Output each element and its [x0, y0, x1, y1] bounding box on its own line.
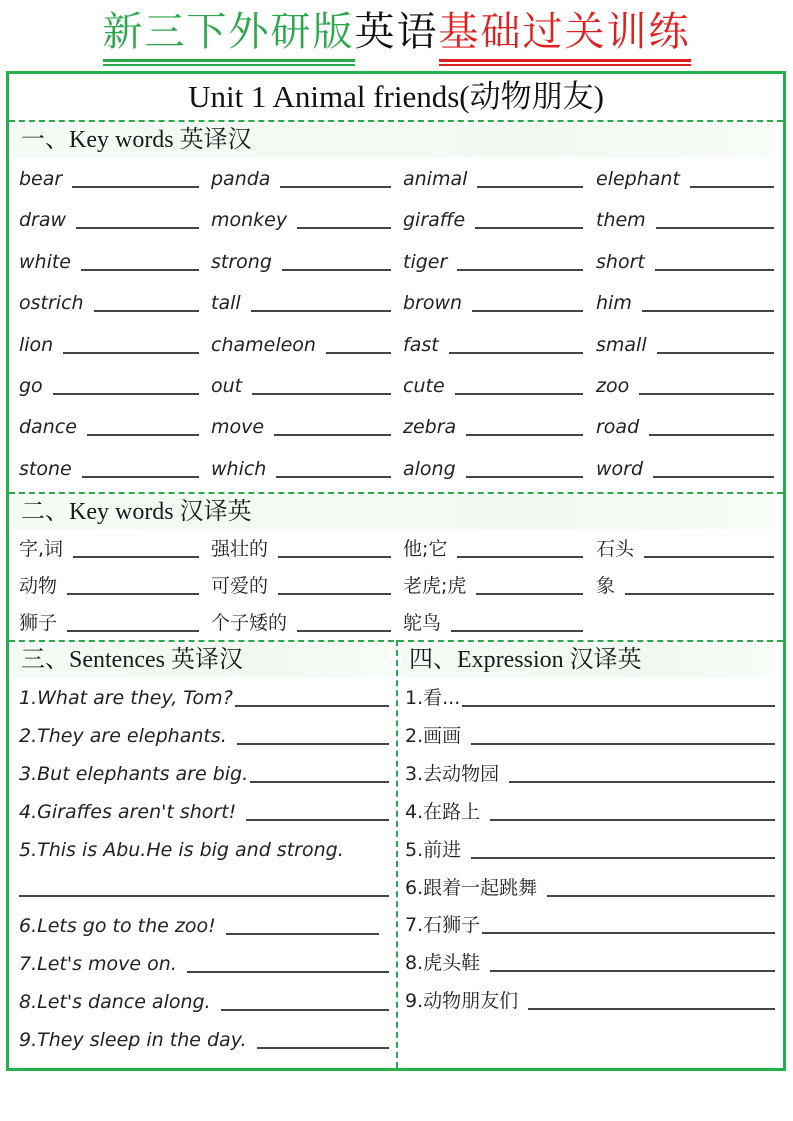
vocab-item — [403, 286, 583, 316]
answer-blank[interactable] — [53, 393, 199, 395]
answer-blank[interactable] — [276, 476, 391, 478]
vocab-item — [403, 369, 583, 399]
vocab-word: 动物 — [19, 575, 58, 597]
answer-blank[interactable] — [76, 227, 199, 229]
answer-blank[interactable] — [274, 434, 391, 436]
answer-blank[interactable] — [657, 352, 774, 354]
sentence-item — [19, 909, 379, 939]
sentence-item — [19, 719, 389, 749]
expression-item — [405, 757, 775, 787]
section-4-heading: 四、Expression 汉译英 — [401, 643, 775, 677]
answer-blank[interactable] — [455, 393, 583, 395]
section-1-heading: 一、Key words 英译汉 — [13, 123, 775, 157]
answer-blank[interactable] — [457, 269, 583, 271]
answer-blank[interactable] — [482, 932, 775, 934]
answer-blank[interactable] — [475, 227, 583, 229]
sentence-text: 2.They are elephants. — [19, 725, 227, 747]
unit-title: Unit 1 Animal friends(动物朋友) — [188, 79, 604, 114]
answer-blank[interactable] — [82, 476, 199, 478]
answer-blank[interactable] — [252, 393, 391, 395]
expression-text: 6.跟着一起跳舞 — [405, 876, 538, 899]
sentence-item — [19, 833, 389, 863]
answer-blank[interactable] — [656, 227, 774, 229]
expression-item — [405, 833, 775, 863]
vocab-item — [403, 606, 583, 636]
vocab-word: 个子矮的 — [211, 612, 288, 634]
answer-blank[interactable] — [625, 593, 774, 595]
answer-blank[interactable] — [67, 593, 199, 595]
vocab-item — [19, 452, 199, 482]
vocab-word: road — [596, 416, 640, 439]
expression-text: 5.前进 — [405, 838, 462, 861]
vocab-word: lion — [19, 333, 54, 356]
vocab-item — [211, 328, 391, 358]
expression-item — [405, 946, 775, 976]
answer-blank[interactable] — [226, 933, 379, 935]
vocab-word: animal — [403, 168, 468, 190]
vocab-item — [19, 245, 199, 275]
answer-blank[interactable] — [237, 743, 389, 745]
vocab-word: which — [211, 457, 267, 480]
sentence-text: 3.But elephants are big. — [19, 763, 249, 785]
vocab-word: panda — [211, 168, 271, 190]
answer-blank[interactable] — [547, 895, 775, 897]
vocab-item — [596, 162, 774, 192]
answer-blank[interactable] — [251, 310, 391, 312]
answer-blank[interactable] — [280, 186, 391, 188]
vocab-item — [403, 532, 583, 562]
vocab-word: zebra — [403, 416, 457, 439]
vocab-word: out — [211, 375, 243, 397]
expression-item — [405, 719, 775, 749]
vocab-item — [596, 369, 774, 399]
answer-blank[interactable] — [466, 476, 583, 478]
vocab-item — [19, 532, 199, 562]
answer-blank[interactable] — [649, 434, 774, 436]
answer-blank[interactable] — [235, 705, 389, 707]
answer-blank[interactable] — [87, 434, 199, 436]
expression-text: 4.在路上 — [405, 800, 481, 823]
title-subject: 英语 — [354, 9, 439, 55]
vocab-item — [211, 532, 391, 562]
answer-blank[interactable] — [644, 556, 774, 558]
vocab-word: ostrich — [19, 292, 84, 315]
expression-text: 2.画画 — [405, 724, 462, 747]
sentence-text: 5.This is Abu.He is big and strong. — [19, 839, 344, 861]
vocab-word: small — [596, 333, 647, 356]
sentence-item — [19, 795, 389, 825]
expression-text: 3.去动物园 — [405, 762, 500, 785]
sentence-text: 7.Let's move on. — [19, 953, 177, 975]
vocab-item — [403, 452, 583, 482]
vocab-word: draw — [19, 209, 67, 232]
expression-item — [405, 871, 775, 901]
answer-blank[interactable] — [326, 352, 391, 354]
divider — [9, 120, 783, 122]
vocab-word: strong — [211, 250, 272, 273]
vocab-word: cute — [403, 375, 445, 397]
sentence-item — [19, 757, 389, 787]
answer-blank[interactable] — [297, 630, 391, 632]
vocab-word: 强壮的 — [211, 538, 269, 560]
vocab-item — [211, 606, 391, 636]
vocab-item — [403, 328, 583, 358]
vocab-word: tall — [211, 292, 241, 315]
vocab-item — [596, 328, 774, 358]
answer-blank[interactable] — [187, 971, 389, 973]
answer-blank[interactable] — [476, 593, 583, 595]
vocab-word: dance — [19, 416, 77, 439]
answer-blank[interactable] — [257, 1047, 390, 1049]
vocab-item — [211, 369, 391, 399]
vocab-item — [596, 203, 774, 233]
vocab-word: along — [403, 457, 456, 480]
vocab-item — [211, 162, 391, 192]
answer-blank[interactable] — [297, 227, 391, 229]
vocab-item — [19, 569, 199, 599]
answer-blank[interactable] — [477, 186, 583, 188]
expression-text: 9.动物朋友们 — [405, 990, 519, 1013]
worksheet-frame — [6, 71, 786, 1071]
vocab-item — [403, 569, 583, 599]
vocab-item — [596, 286, 774, 316]
answer-blank[interactable] — [655, 269, 774, 271]
answer-blank[interactable] — [278, 593, 391, 595]
answer-blank[interactable] — [250, 781, 389, 783]
answer-blank[interactable] — [653, 476, 774, 478]
answer-blank[interactable] — [63, 352, 199, 354]
vocab-item — [211, 569, 391, 599]
expression-text: 1.看... — [405, 687, 461, 709]
vocab-item — [596, 245, 774, 275]
answer-blank[interactable] — [466, 434, 583, 436]
answer-blank[interactable] — [73, 556, 199, 558]
vocab-item — [596, 410, 774, 440]
answer-blank[interactable] — [462, 705, 775, 707]
expression-text: 8.虎头鞋 — [405, 952, 481, 975]
sentence-text: 4.Giraffes aren't short! — [19, 801, 237, 823]
vocab-word: 他;它 — [403, 538, 448, 560]
vocab-word: zoo — [596, 375, 630, 397]
vocab-item — [19, 286, 199, 316]
vocab-word: bear — [19, 168, 63, 190]
vocab-word: 石头 — [596, 538, 635, 560]
vocab-item — [19, 606, 199, 636]
sentence-text: 8.Let's dance along. — [19, 991, 211, 1013]
title-training: 基础过关训练 — [439, 2, 691, 62]
answer-blank[interactable] — [278, 556, 391, 558]
sentence-item — [19, 947, 389, 977]
answer-blank[interactable] — [449, 352, 583, 354]
sentence-text: 9.They sleep in the day. — [19, 1029, 247, 1051]
vocab-word: chameleon — [211, 333, 316, 356]
answer-blank[interactable] — [19, 895, 389, 897]
vocab-word: 字,词 — [19, 538, 64, 560]
sentence-text: 6.Lets go to the zoo! — [19, 915, 216, 937]
vocab-word: word — [596, 457, 644, 480]
column-divider — [396, 640, 398, 1068]
answer-blank[interactable] — [81, 269, 199, 271]
answer-blank[interactable] — [67, 630, 199, 632]
vocab-word: 可爱的 — [211, 575, 269, 597]
vocab-word: elephant — [596, 168, 680, 190]
vocab-item — [403, 203, 583, 233]
answer-blank[interactable] — [221, 1009, 389, 1011]
vocab-item — [19, 410, 199, 440]
vocab-word: tiger — [403, 250, 448, 273]
expression-item — [405, 984, 775, 1014]
vocab-word: move — [211, 416, 265, 439]
answer-blank[interactable] — [246, 819, 389, 821]
answer-blank[interactable] — [509, 781, 775, 783]
vocab-word: white — [19, 250, 71, 273]
vocab-item — [211, 203, 391, 233]
answer-blank[interactable] — [282, 269, 391, 271]
worksheet-title — [0, 2, 793, 62]
vocab-item — [211, 410, 391, 440]
vocab-item — [596, 532, 774, 562]
vocab-item — [211, 452, 391, 482]
vocab-word: 象 — [596, 575, 616, 597]
vocab-item — [596, 569, 774, 599]
vocab-item — [403, 410, 583, 440]
vocab-word: go — [19, 375, 43, 397]
vocab-item — [403, 162, 583, 192]
answer-blank[interactable] — [639, 393, 774, 395]
vocab-word: them — [596, 209, 646, 232]
expression-text: 7.石狮子 — [405, 914, 481, 937]
vocab-word: monkey — [211, 209, 288, 232]
vocab-word: 老虎;虎 — [403, 575, 467, 597]
vocab-word: giraffe — [403, 209, 466, 232]
expression-item — [405, 681, 775, 711]
answer-blank[interactable] — [94, 310, 199, 312]
answer-blank[interactable] — [490, 819, 775, 821]
expression-item — [405, 795, 775, 825]
vocab-item — [596, 452, 774, 482]
vocab-word: him — [596, 292, 632, 315]
vocab-word: 狮子 — [19, 612, 58, 634]
vocab-item — [19, 328, 199, 358]
vocab-word: fast — [403, 333, 439, 356]
vocab-word: short — [596, 250, 645, 273]
answer-blank[interactable] — [471, 857, 775, 859]
vocab-item — [211, 245, 391, 275]
vocab-item — [403, 245, 583, 275]
section-2-heading: 二、Key words 汉译英 — [13, 495, 775, 529]
answer-blank[interactable] — [490, 970, 775, 972]
answer-blank[interactable] — [528, 1008, 775, 1010]
vocab-item — [19, 162, 199, 192]
sentence-item — [19, 681, 389, 711]
title-edition: 新三下外研版 — [103, 2, 355, 62]
vocab-word: 鸵鸟 — [403, 612, 442, 634]
vocab-word: brown — [403, 292, 463, 315]
answer-blank[interactable] — [472, 310, 583, 312]
sentence-text: 1.What are they, Tom? — [19, 687, 233, 709]
sentence-item — [19, 871, 389, 901]
vocab-item — [211, 286, 391, 316]
section-3-heading: 三、Sentences 英译汉 — [13, 643, 389, 677]
vocab-word: stone — [19, 457, 72, 480]
answer-blank[interactable] — [471, 743, 775, 745]
expression-item — [405, 908, 775, 938]
sentence-item — [19, 985, 389, 1015]
vocab-item — [19, 203, 199, 233]
divider — [9, 492, 783, 494]
answer-blank[interactable] — [451, 630, 583, 632]
answer-blank[interactable] — [72, 186, 199, 188]
answer-blank[interactable] — [690, 186, 774, 188]
vocab-item — [19, 369, 199, 399]
sentence-item — [19, 1023, 389, 1053]
answer-blank[interactable] — [457, 556, 583, 558]
answer-blank[interactable] — [642, 310, 774, 312]
